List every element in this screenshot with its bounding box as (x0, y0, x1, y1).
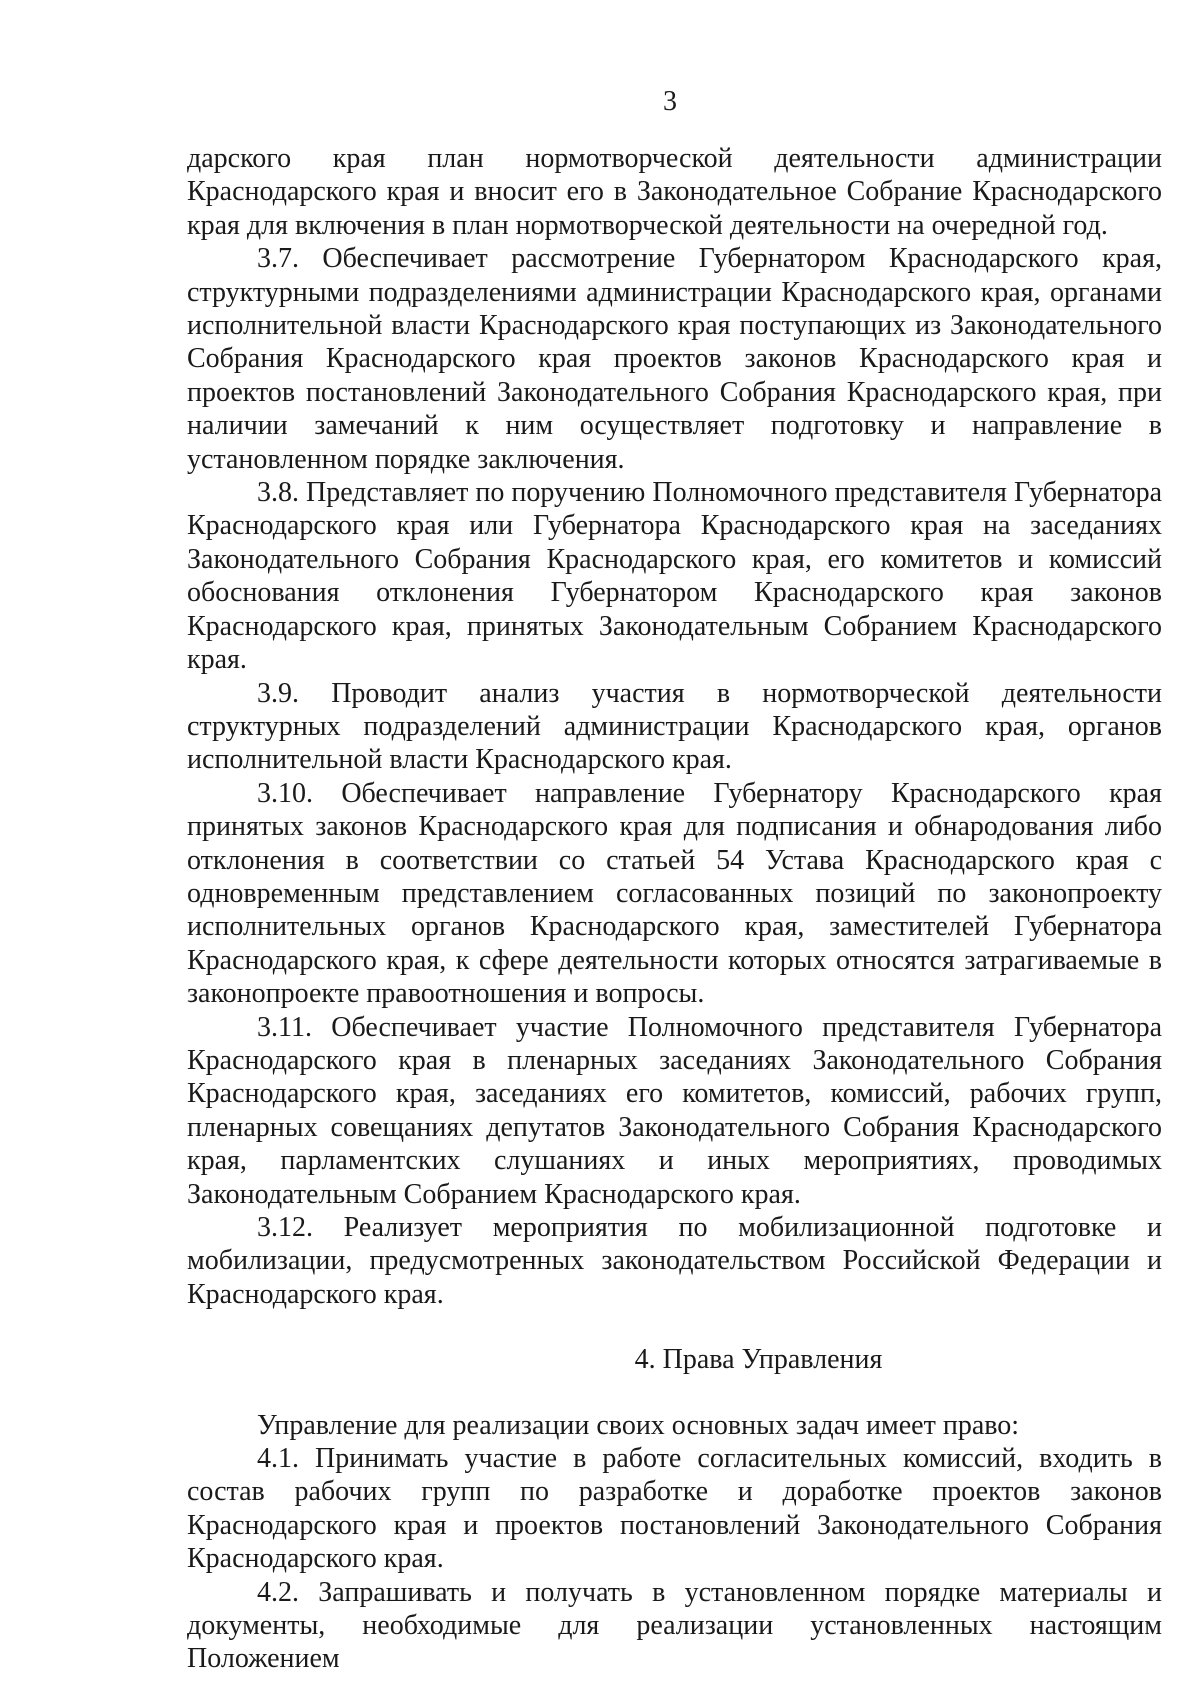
paragraph-3-12: 3.12. Реализует мероприятия по мобилизационной подготовке и мобилизации, предусмотренных законодательством Российской Федерации и Краснодарского края. (187, 1212, 1162, 1310)
paragraph-rights-intro: Управление для реализации своих основных задач имеет право: (257, 1409, 1020, 1441)
document-body (187, 142, 1162, 1676)
paragraph-4-1: 4.1. Принимать участие в работе согласительных комиссий, входить в состав рабочих групп по разработке и доработке проектов законов Краснодарского края и проектов постановлений Законодательного Собрания Краснодарского края. (187, 1443, 1162, 1575)
page-number: 3 (663, 86, 677, 117)
paragraph-continuation: дарского края план нормотворческой деятельности администрации Краснодарского края и вносит его в Законодательное Собрание Краснодарского края для включения в план нормотворческой деятельности на очередной год. (187, 143, 1162, 241)
section-heading: 4. Права Управления (634, 1344, 883, 1376)
paragraph-4-2: 4.2. Запрашивать и получать в установленном порядке материалы и документы, необходимые для реализации установленных настоящим Положением (187, 1576, 1162, 1675)
paragraph-3-9: 3.9. Проводит анализ участия в нормотворческой деятельности структурных подразделений администрации Краснодарского края, органов исполнительной власти Краснодарского края. (187, 677, 1162, 776)
paragraph-3-10: 3.10. Обеспечивает направление Губернатору Краснодарского края принятых законов Краснодарского края для подписания и обнародования либо отклонения в соответствии со статьей 54 Устава Краснодарского края с одновременным представлением согласованных позиций по законопроекту исполнительных органов Краснодарского края, заместителей Губернатора Краснодарского края, к сфере деятельности которых относятся затрагиваемые в законопроекте правоотношения и вопросы. (187, 777, 1162, 1010)
paragraph-3-8: 3.8. Представляет по поручению Полномочного представителя Губернатора Краснодарского края или Губернатора Краснодарского края на заседаниях Законодательного Собрания Краснодарского края, его комитетов и комиссий обоснования отклонения Губернатором Краснодарского края законов Краснодарского края, принятых Законодательным Собранием Краснодарского края. (187, 477, 1162, 676)
paragraph-3-7: 3.7. Обеспечивает рассмотрение Губернатором Краснодарского края, структурными подразделениями администрации Краснодарского края, органами исполнительной власти Краснодарского края поступающих из Законодательного Собрания Краснодарского края проектов законов Краснодарского края и проектов постановлений Законодательного Собрания Краснодарского края, при наличии замечаний к ним осуществляет подготовку и направление в установленном порядке заключения. (187, 243, 1162, 475)
paragraph-3-11: 3.11. Обеспечивает участие Полномочного представителя Губернатора Краснодарского края в пленарных заседаниях Законодательного Собрания Краснодарского края, заседаниях его комитетов, комиссий, рабочих групп, пленарных совещаниях депутатов Законодательного Собрания Краснодарского края, парламентских слушаниях и иных мероприятиях, проводимых Законодательным Собранием Краснодарского края. (187, 1011, 1162, 1210)
